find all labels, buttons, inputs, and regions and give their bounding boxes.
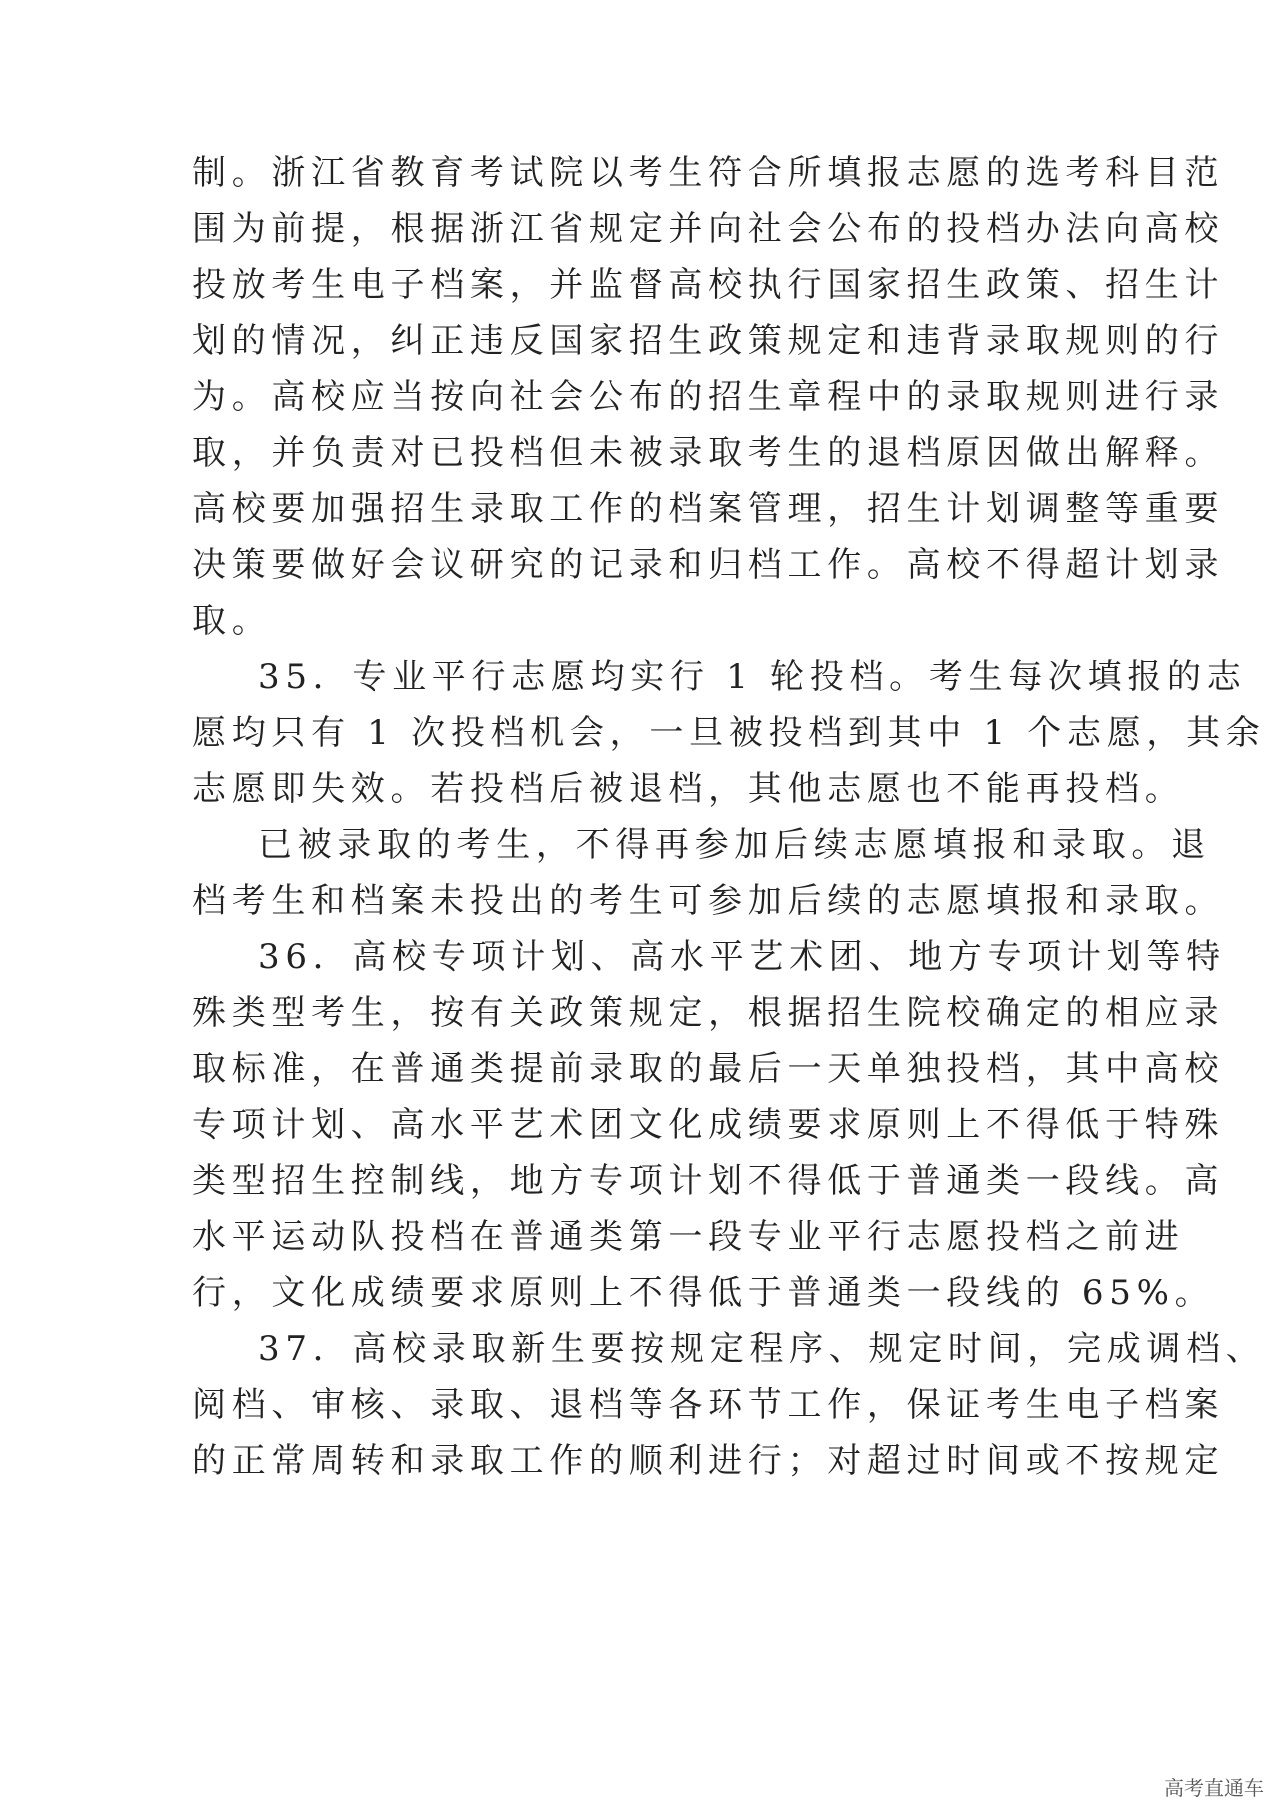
text-line: 专项计划、高水平艺术团文化成绩要求原则上不得低于特殊 [192, 1105, 1225, 1145]
text-line: 投放考生电子档案，并监督高校执行国家招生政策、招生计 [192, 265, 1225, 305]
text-line: 围为前提，根据浙江省规定并向社会公布的投档办法向高校 [192, 209, 1225, 249]
paragraph-35-line: 35．专业平行志愿均实行 1 轮投档。考生每次填报的志 [192, 657, 1247, 697]
text-line: 决策要做好会议研究的记录和归档工作。高校不得超计划录 [192, 545, 1225, 585]
text-line: 的正常周转和录取工作的顺利进行；对超过时间或不按规定 [192, 1441, 1225, 1481]
watermark: 高考直通车 [1164, 1776, 1264, 1800]
text-line: 制。浙江省教育考试院以考生符合所填报志愿的选考科目范 [192, 153, 1225, 193]
text-line: 划的情况，纠正违反国家招生政策规定和违背录取规则的行 [192, 321, 1225, 361]
text-line: 取。 [192, 601, 272, 641]
text-line: 志愿即失效。若投档后被退档，其他志愿也不能再投档。 [192, 769, 1185, 809]
paragraph-37-line: 37．高校录取新生要按规定程序、规定时间，完成调档、 [192, 1329, 1266, 1369]
text-line: 取标准，在普通类提前录取的最后一天单独投档，其中高校 [192, 1049, 1225, 1089]
text-line: 为。高校应当按向社会公布的招生章程中的录取规则进行录 [192, 377, 1225, 417]
text-line: 类型招生控制线，地方专项计划不得低于普通类一段线。高 [192, 1161, 1225, 1201]
text-line: 阅档、审核、录取、退档等各环节工作，保证考生电子档案 [192, 1385, 1225, 1425]
text-line: 愿均只有 1 次投档机会，一旦被投档到其中 1 个志愿，其余 [192, 713, 1266, 753]
text-line: 档考生和档案未投出的考生可参加后续的志愿填报和录取。 [192, 881, 1225, 921]
text-line: 水平运动队投档在普通类第一段专业平行志愿投档之前进 [192, 1217, 1185, 1257]
paragraph-36-line: 36．高校专项计划、高水平艺术团、地方专项计划等特 [192, 937, 1226, 977]
text-line: 殊类型考生，按有关政策规定，根据招生院校确定的相应录 [192, 993, 1225, 1033]
text-line: 高校要加强招生录取工作的档案管理，招生计划调整等重要 [192, 489, 1225, 529]
text-line: 取，并负责对已投档但未被录取考生的退档原因做出解释。 [192, 433, 1225, 473]
text-line: 行，文化成绩要求原则上不得低于普通类一段线的 65%。 [192, 1273, 1215, 1313]
text-line: 已被录取的考生，不得再参加后续志愿填报和录取。退 [192, 825, 1211, 865]
